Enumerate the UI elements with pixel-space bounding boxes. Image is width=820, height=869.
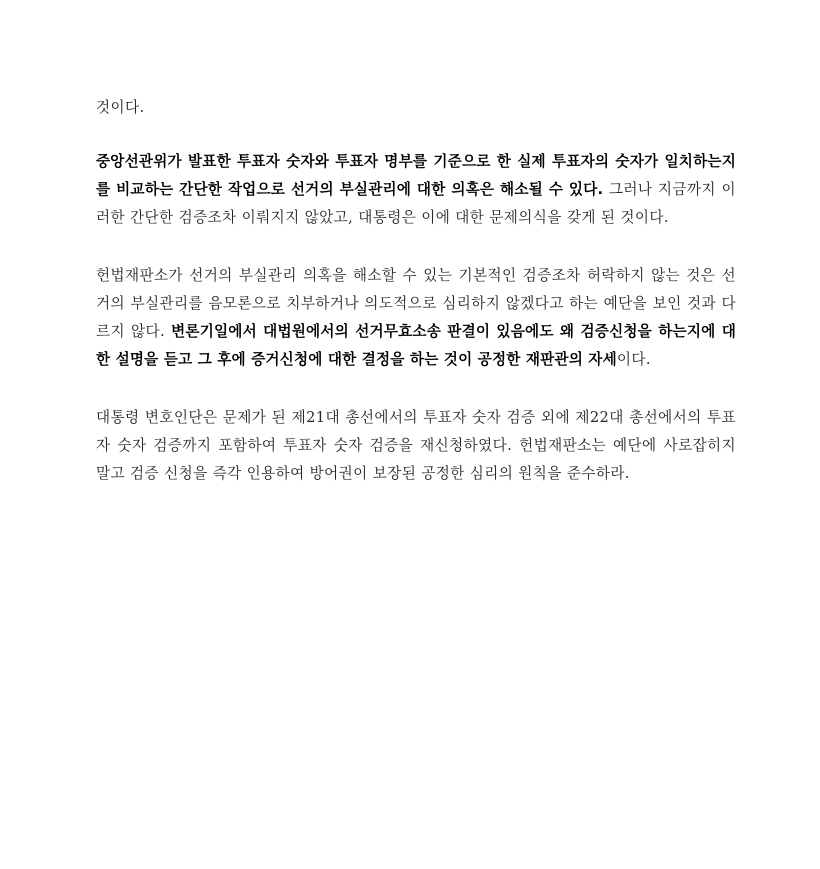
text-run: 그러나 지금까지 이러한 간단한 검증조차 이뤄지지 않았고, 대통령은 이에 대한 문제의식을 갖게 된 것이다. bbox=[96, 181, 736, 226]
paragraph-2 bbox=[96, 148, 736, 232]
text-run: 대통령 변호인단은 문제가 된 제21대 총선에서의 투표자 숫자 검증 외에 제22대 총선에서의 투표자 숫자 검증까지 포함하여 투표자 숫자 검증을 재신청하였다. 헌법재판소는 예단에 사로잡히지 말고 검증 신청을 즉각 인용하여 방어권이 보장된 공정한 심리의 원칙을 준수하라. bbox=[96, 409, 736, 482]
paragraph-3 bbox=[96, 262, 736, 374]
text-run: 것이다. bbox=[96, 99, 145, 116]
text-run: 이다. bbox=[616, 351, 651, 368]
bold-text-run: 중앙선관위가 발표한 투표자 숫자와 투표자 명부를 기준으로 한 실제 투표자의 숫자가 일치하는지를 비교하는 간단한 작업으로 선거의 부실관리에 대한 의혹은 해소될 수 있다. bbox=[96, 153, 736, 198]
paragraph-1 bbox=[96, 94, 736, 122]
text-run: 헌법재판소가 선거의 부실관리 의혹을 해소할 수 있는 기본적인 검증조차 허락하지 않는 것은 선거의 부실관리를 음모론으로 치부하거나 의도적으로 심리하지 않겠다고 하는 예단을 보인 것과 다르지 않다. bbox=[96, 267, 736, 340]
paragraph-4 bbox=[96, 404, 736, 488]
bold-text-run: 변론기일에서 대법원에서의 선거무효소송 판결이 있음에도 왜 검증신청을 하는지에 대한 설명을 듣고 그 후에 증거신청에 대한 결정을 하는 것이 공정한 재판관의 자세 bbox=[96, 323, 736, 368]
document-body bbox=[96, 94, 736, 488]
